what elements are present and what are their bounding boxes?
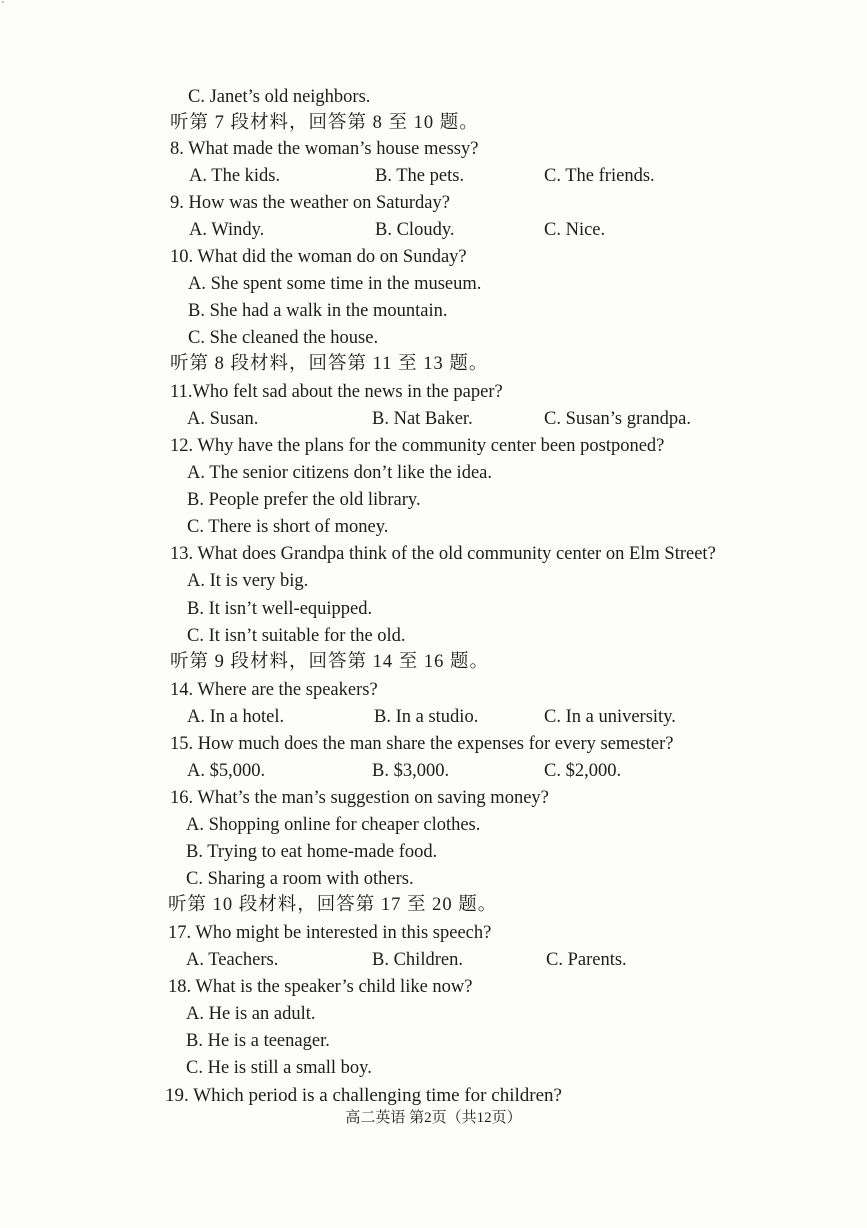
option-c: C. In a university. xyxy=(544,707,676,727)
option-line: B. It isn’t well-equipped. xyxy=(187,599,373,619)
option-c: C. Parents. xyxy=(546,950,627,970)
option-line: B. He is a teenager. xyxy=(186,1031,330,1051)
option-line: A. It is very big. xyxy=(187,571,309,591)
option-b: B. Children. xyxy=(372,950,463,970)
section-heading: 听第 7 段材料，回答第 8 至 10 题。 xyxy=(170,113,479,133)
option-c: C. Nice. xyxy=(544,220,606,240)
question-15: 15. How much does the man share the expenses for every semester? xyxy=(170,734,674,754)
question-14: 14. Where are the speakers? xyxy=(170,680,378,700)
option-line: C. She cleaned the house. xyxy=(188,328,379,348)
section-heading: 听第 9 段材料，回答第 14 至 16 题。 xyxy=(170,652,490,672)
option-line: B. People prefer the old library. xyxy=(187,490,421,510)
option-line: C. He is still a small boy. xyxy=(186,1058,372,1078)
section-heading: 听第 8 段材料，回答第 11 至 13 题。 xyxy=(170,354,489,374)
question-16: 16. What’s the man’s suggestion on saving money? xyxy=(170,788,549,808)
option-line: C. Sharing a room with others. xyxy=(186,869,414,889)
question-18: 18. What is the speaker’s child like now? xyxy=(168,977,473,997)
question-9: 9. How was the weather on Saturday? xyxy=(170,193,450,213)
question-11: 11.Who felt sad about the news in the paper? xyxy=(170,382,503,402)
option-c: C. Susan’s grandpa. xyxy=(544,409,691,429)
option-line: B. She had a walk in the mountain. xyxy=(188,301,448,321)
option-line: A. The senior citizens don’t like the idea. xyxy=(187,463,492,483)
option-line: C. It isn’t suitable for the old. xyxy=(187,626,406,646)
option-c: C. $2,000. xyxy=(544,761,622,781)
option-a: A. The kids. xyxy=(189,166,281,186)
option-b: B. Cloudy. xyxy=(375,220,455,240)
option-a: A. In a hotel. xyxy=(187,707,285,727)
question-19: 19. Which period is a challenging time for children? xyxy=(165,1085,562,1106)
corner-mark: ' xyxy=(2,0,4,11)
option-c: C. The friends. xyxy=(544,166,655,186)
option-b: B. In a studio. xyxy=(374,707,479,727)
page-footer: 高二英语 第2页（共12页） xyxy=(345,1110,522,1126)
question-10: 10. What did the woman do on Sunday? xyxy=(170,247,467,267)
option-line: A. Shopping online for cheaper clothes. xyxy=(186,815,481,835)
option-line: C. Janet’s old neighbors. xyxy=(188,87,371,107)
question-13: 13. What does Grandpa think of the old community center on Elm Street? xyxy=(170,544,716,564)
question-12: 12. Why have the plans for the community center been postponed? xyxy=(170,436,665,456)
option-a: A. Susan. xyxy=(187,409,259,429)
option-b: B. The pets. xyxy=(375,166,465,186)
option-line: A. She spent some time in the museum. xyxy=(188,274,482,294)
option-a: A. Windy. xyxy=(189,220,265,240)
option-line: C. There is short of money. xyxy=(187,517,389,537)
option-line: A. He is an adult. xyxy=(186,1004,316,1024)
question-8: 8. What made the woman’s house messy? xyxy=(170,139,479,159)
option-b: B. Nat Baker. xyxy=(372,409,473,429)
option-a: A. $5,000. xyxy=(187,761,266,781)
option-line: B. Trying to eat home-made food. xyxy=(186,842,438,862)
question-17: 17. Who might be interested in this speech? xyxy=(168,923,492,943)
option-b: B. $3,000. xyxy=(372,761,450,781)
section-heading: 听第 10 段材料，回答第 17 至 20 题。 xyxy=(168,895,498,915)
option-a: A. Teachers. xyxy=(186,950,279,970)
